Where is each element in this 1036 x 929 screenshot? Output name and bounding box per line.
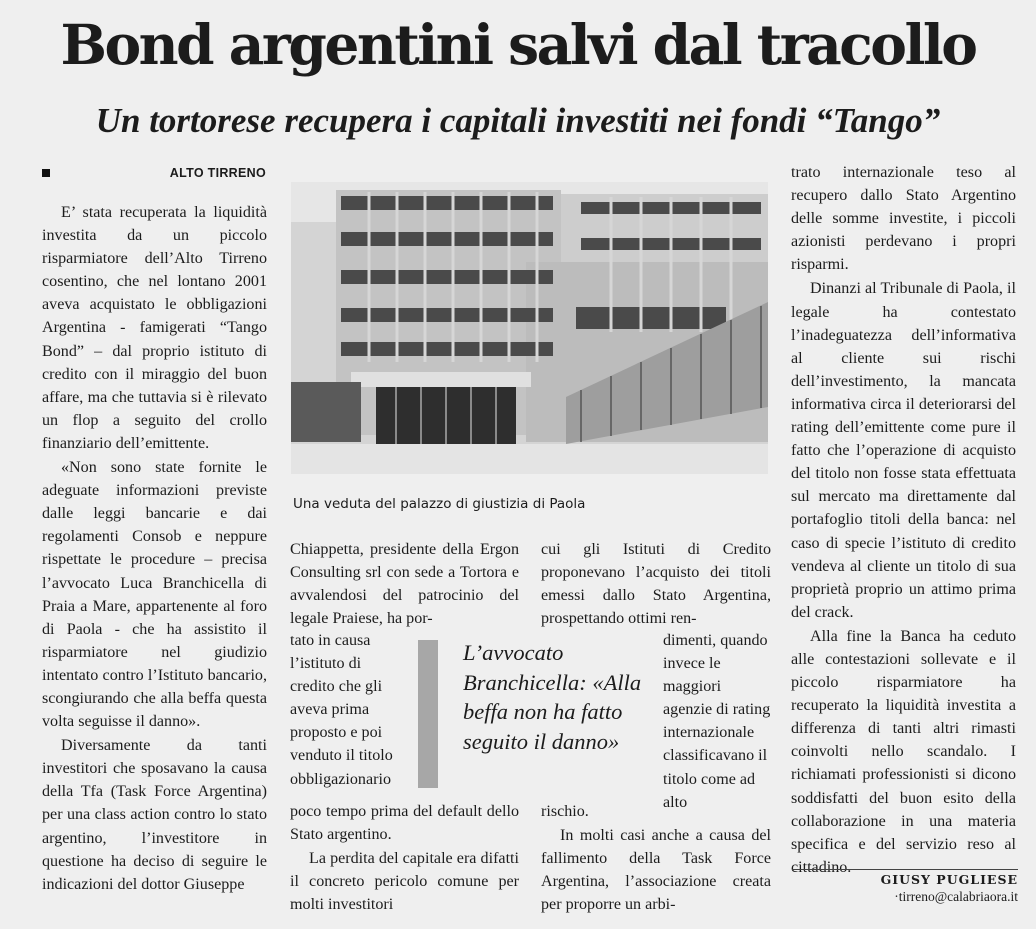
- paragraph: tato in causa l’istituto di credito che gli aveva prima proposto e poi venduto il titolo obbligazionario: [290, 632, 393, 788]
- byline: GIUSY PUGLIESE: [792, 869, 1018, 887]
- column-2-bottom: [290, 800, 519, 916]
- paragraph: Diversamente da tanti investitori che sposavano la causa della Tfa (Task Force Argentina) per una class action contro lo stato argentino, l’investitore in questione ha deciso di seguire le indicazioni del dottor Giuseppe: [42, 737, 267, 893]
- column-3-middle: [663, 629, 771, 814]
- column-4: [791, 161, 1016, 879]
- pull-quote: L’avvocato Branchicella: «Alla beffa non ha fatto seguito il danno»: [463, 640, 642, 754]
- paragraph: In molti casi anche a causa del fallimento della Task Force Argentina, l’associazione creata per proporre un arbi-: [541, 827, 771, 914]
- paragraph: cui gli Istituti di Credito proponevano l’acquisto dei titoli emessi dallo Stato Argentina, prospettando ottimi ren-: [541, 541, 771, 628]
- paragraph: trato internazionale teso al recupero dallo Stato Argentino delle somme investite, i piccoli azionisti perdevano i propri risparmi.: [791, 164, 1016, 274]
- section-kicker: ALTO TIRRENO: [169, 166, 266, 180]
- courthouse-photo: [291, 182, 768, 474]
- paragraph: rischio.: [541, 803, 589, 820]
- column-1: [42, 201, 267, 896]
- paragraph: poco tempo prima del default dello Stato argentino.: [290, 803, 519, 844]
- photo-caption: Una veduta del palazzo di giustizia di Paola: [293, 496, 586, 512]
- paragraph: E’ stata recuperata la liquidità investita da un piccolo risparmiatore dell’Alto Tirreno cosentino, che nel lontano 2001 aveva acquistato le obbligazioni Argentina - famigerati “Tango Bond” – dal proprio istituto di credito con il miraggio del buon affare, ma che tuttavia si è rilevato un flop a seguito del crollo finanziario dell’emittente.: [42, 204, 267, 452]
- headline: Bond argentini salvi dal tracollo: [60, 12, 976, 77]
- subheadline: Un tortorese recupera i capitali investiti nei fondi “Tango”: [95, 101, 941, 140]
- section-bullet: [42, 169, 50, 177]
- courthouse-image: [291, 182, 768, 474]
- column-3-top: [541, 538, 771, 630]
- paragraph: Dinanzi al Tribunale di Paola, il legale ha contestato l’inadeguatezza dell’informativa al cliente sui rischi dell’investimento, la mancata informativa circa il deteriorarsi del rating dell’emittente come pure il fatto che l’operazione di acquisto del titolo non fosse stata effettuata sul mercato ma direttamente dal portafoglio titoli della banca: nel caso di specie l’istituto di credito vendeva al cliente un titolo di sua proprietà proprio un attimo prima del crack.: [791, 280, 1016, 621]
- column-2-top: [290, 538, 519, 630]
- column-3-bottom: [541, 800, 771, 916]
- paragraph: «Non sono state fornite le adeguate informazioni previste dalle leggi bancarie e dai regolamenti Consob e neppure rispettate le procedure – precisa l’avvocato Luca Branchicella di Praia a Mare, appartenente al foro di Paola - che ha assistito il risparmiatore nel giudizio intentato contro l’Istituto bancario, scongiurando che alla beffa questa volta seguisse il danno».: [42, 459, 267, 731]
- paragraph: Chiappetta, presidente della Ergon Consulting srl con sede a Tortora e avvalendosi del patrocinio del legale Praiese, ha por-: [290, 541, 519, 628]
- author-email: ·tirreno@calabriaora.it: [894, 889, 1018, 904]
- paragraph: La perdita del capitale era difatti il concreto pericolo comune per molti investitori: [290, 850, 519, 914]
- pull-quote-bar: [418, 640, 438, 788]
- paragraph: Alla fine la Banca ha ceduto alle contestazioni sollevate e il piccolo risparmiatore ha recuperato la liquidità investita a differenza di tanti altri rimasti coinvolti nello scandalo. I richiamati professionisti si dicono soddisfatti del buon esito della collaborazione in una materia specifica e del servizio reso al cittadino.: [791, 627, 1016, 876]
- paragraph: dimenti, quando invece le maggiori agenzie di rating internazionale classificavano il titolo come ad alto: [663, 632, 771, 811]
- column-2-middle: [290, 629, 400, 791]
